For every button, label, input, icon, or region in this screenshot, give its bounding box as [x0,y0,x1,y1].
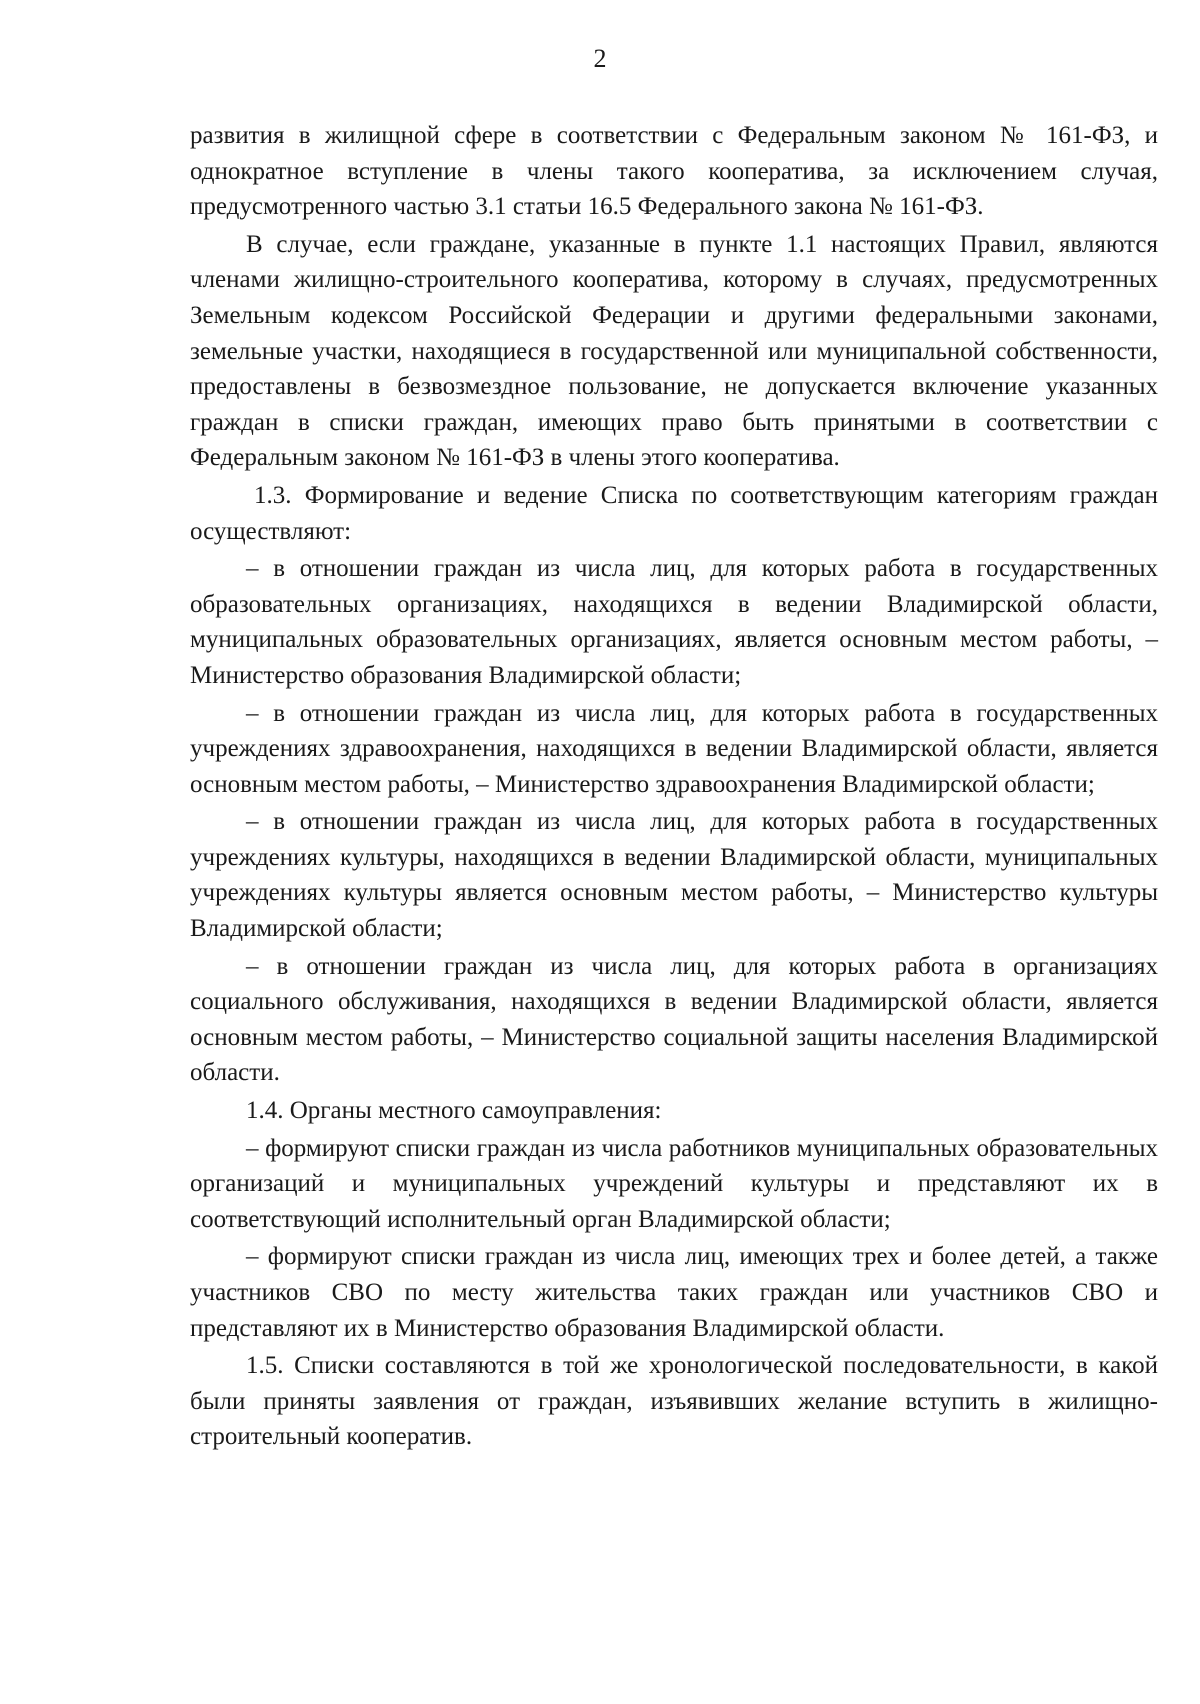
list-item-healthcare: – в отношении граждан из числа лиц, для которых работа в государственных учреждениях здравоохранения, находящихся в ведении Владимирской области, является основным местом работы, – Министерство здравоохранения Владимирской области; [190,699,1158,798]
paragraph-1-5: 1.5. Списки составляются в той же хронологической последовательности, в какой были приняты заявления от граждан, изъявивших желание вступить в жилищно-строительный кооператив. [190,1352,1158,1451]
page-number: 2 [593,44,607,73]
paragraph-1-4: 1.4. Органы местного самоуправления: [246,1097,662,1125]
paragraph-1-3: 1.3. Формирование и ведение Списка по соответствующим категориям граждан осуществляют: [190,481,1158,545]
list-item-education: – в отношении граждан из числа лиц, для которых работа в государственных образовательных организациях, находящихся в ведении Владимирской области, муниципальных образовательных организациях, является основным местом работы, – Министерство образования Владимирской области; [190,555,1158,689]
paragraph-continuation: развития в жилищной сфере в соответствии с Федеральным законом № 161-ФЗ, и однократное вступление в члены такого кооператива, за исключением случая, предусмотренного частью 3.1 статьи 16.5 Федерального закона № 161-ФЗ. [190,122,1158,221]
list-item-municipal-lists: – формируют списки граждан из числа работников муниципальных образовательных организаций и муниципальных учреждений культуры и представляют их в соответствующий исполнительный орган Владимирской области; [190,1134,1158,1233]
paragraph-membership-exclusion: В случае, если граждане, указанные в пункте 1.1 настоящих Правил, являются членами жилищно-строительного кооператива, которому в случаях, предусмотренных Земельным кодексом Российской Федерации и другими федеральными законами, земельные участки, находящиеся в государственной или муниципальной собственности, предоставлены в безвозмездное пользование, не допускается включение указанных граждан в списки граждан, имеющих право быть принятыми в соответствии с Федеральным законом № 161-ФЗ в члены этого кооператива. [190,230,1158,472]
document-body [190,118,1158,1455]
list-item-culture: – в отношении граждан из числа лиц, для которых работа в государственных учреждениях культуры, находящихся в ведении Владимирской области, муниципальных учреждениях культуры является основным местом работы, – Министерство культуры Владимирской области; [190,808,1158,943]
list-item-social: – в отношении граждан из числа лиц, для которых работа в организациях социального обслуживания, находящихся в ведении Владимирской области, является основным местом работы, – Министерство социальной защиты населения Владимирской области. [190,952,1158,1087]
list-item-large-families: – формируют списки граждан из числа лиц, имеющих трех и более детей, а также участников СВО по месту жительства таких граждан или участников СВО и представляют их в Министерство образования Владимирской области. [190,1243,1158,1342]
